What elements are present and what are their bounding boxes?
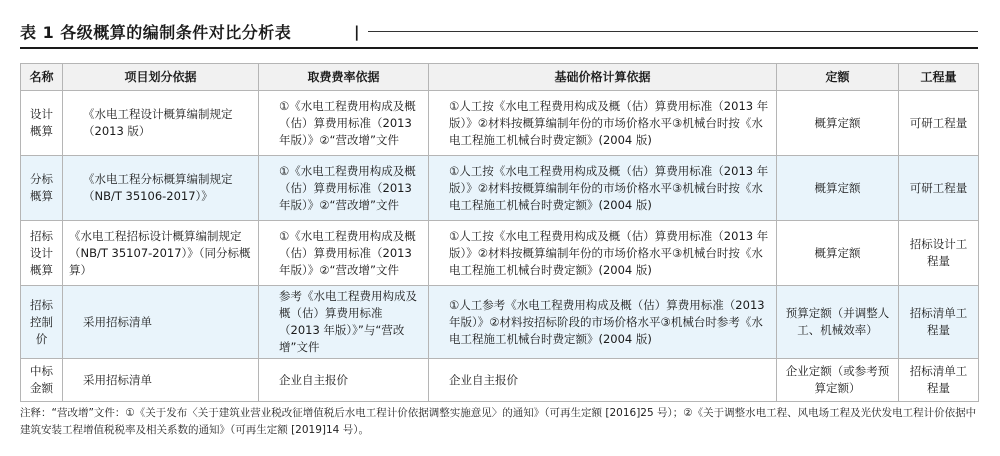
- title-rule-thin: [368, 31, 978, 32]
- header-division: 项目划分依据: [63, 64, 259, 91]
- cell-price: 企业自主报价: [429, 359, 777, 402]
- cell-division: 《水电工程分标概算编制规定（NB/T 35106-2017）》: [63, 156, 259, 221]
- title-rule-thick: [20, 47, 978, 49]
- header-fee: 取费费率依据: [259, 64, 429, 91]
- cell-division: 《水电工程设计概算编制规定（2013 版）: [63, 91, 259, 156]
- cell-quantity: 招标清单工程量: [899, 359, 979, 402]
- cell-division: 《水电工程招标设计概算编制规定（NB/T 35107-2017）》（同分标概算）: [63, 221, 259, 286]
- cell-fee: ①《水电工程费用构成及概（估）算费用标准（2013 年版）》②“营改增”文件: [259, 91, 429, 156]
- header-row: [21, 64, 979, 91]
- cell-name: 分标概算: [21, 156, 63, 221]
- header-quantity: 工程量: [899, 64, 979, 91]
- cell-fee: 参考《水电工程费用构成及概（估）算费用标准（2013 年版）》”与“营改增”文件: [259, 286, 429, 359]
- header-price: 基础价格计算依据: [429, 64, 777, 91]
- cell-quantity: 招标清单工程量: [899, 286, 979, 359]
- cell-quota: 企业定额（或参考预算定额）: [777, 359, 899, 402]
- cell-quantity: 可研工程量: [899, 156, 979, 221]
- cell-division: 采用招标清单: [63, 286, 259, 359]
- cell-fee: ①《水电工程费用构成及概（估）算费用标准（2013 年版）》②“营改增”文件: [259, 156, 429, 221]
- cell-division: 采用招标清单: [63, 359, 259, 402]
- cell-name: 设计概算: [21, 91, 63, 156]
- cell-price: ①人工按《水电工程费用构成及概（估）算费用标准（2013 年版）》②材料按概算编制年份的市场价格水平③机械台时按《水电工程施工机械台时费定额》(2004 版): [429, 156, 777, 221]
- table-row: [21, 359, 979, 402]
- cell-quantity: 招标设计工程量: [899, 221, 979, 286]
- cell-fee: ①《水电工程费用构成及概（估）算费用标准（2013 年版）》②“营改增”文件: [259, 221, 429, 286]
- table-row: [21, 91, 979, 156]
- table-row: [21, 156, 979, 221]
- cell-name: 招标设计概算: [21, 221, 63, 286]
- table-title: 表 1 各级概算的编制条件对比分析表: [20, 23, 292, 42]
- cell-quota: 概算定额: [777, 221, 899, 286]
- cell-price: ①人工按《水电工程费用构成及概（估）算费用标准（2013 年版）》②材料按概算编制年份的市场价格水平③机械台时按《水电工程施工机械台时费定额》(2004 版): [429, 221, 777, 286]
- header-quota: 定额: [777, 64, 899, 91]
- title-separator: |: [354, 23, 360, 41]
- cell-quota: 概算定额: [777, 156, 899, 221]
- cell-name: 招标控制价: [21, 286, 63, 359]
- table-row: [21, 286, 979, 359]
- table-row: [21, 221, 979, 286]
- cell-name: 中标金额: [21, 359, 63, 402]
- cell-fee: 企业自主报价: [259, 359, 429, 402]
- table-footnote: 注释：“营改增”文件：①《关于发布〈关于建筑业营业税改征增值税后水电工程计价依据调整实施意见〉的通知》（可再生定额 [2016]25 号）；②《关于调整水电工程、风电场工程及光伏发电工程计价依据中建筑安装工程增值税税率及相关系数的通知》（可再生定额 [2019]14 号）。: [20, 407, 977, 436]
- header-name: 名称: [21, 64, 63, 91]
- cell-quota: 预算定额（并调整人工、机械效率）: [777, 286, 899, 359]
- cell-quota: 概算定额: [777, 91, 899, 156]
- cell-quantity: 可研工程量: [899, 91, 979, 156]
- cell-price: ①人工按《水电工程费用构成及概（估）算费用标准（2013 年版）》②材料按概算编制年份的市场价格水平③机械台时按《水电工程施工机械台时费定额》(2004 版): [429, 91, 777, 156]
- cell-price: ①人工参考《水电工程费用构成及概（估）算费用标准（2013 年版）》②材料按招标阶段的市场价格水平③机械台时参考《水电工程施工机械台时费定额》(2004 版): [429, 286, 777, 359]
- comparison-table: [20, 63, 979, 402]
- table-title-bar: [20, 20, 978, 48]
